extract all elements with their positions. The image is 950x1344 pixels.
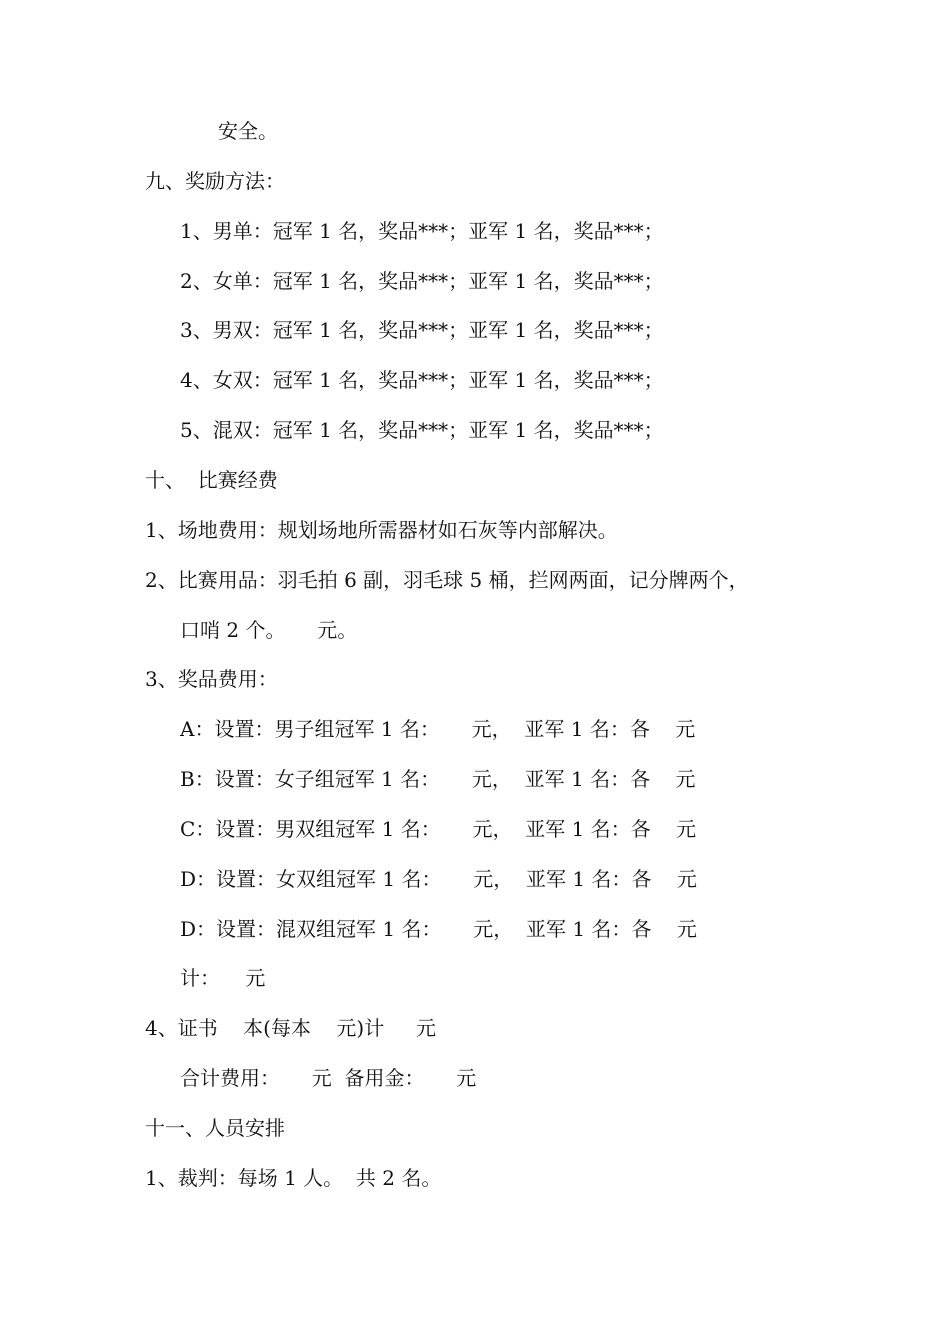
award-item: 5、混双：冠军 1 名，奖品***；亚军 1 名，奖品***； <box>180 418 664 442</box>
expense-item: 2、比赛用品：羽毛拍 6 副，羽毛球 5 桶，拦网两面，记分牌两个， <box>145 568 749 592</box>
award-item: 2、女单：冠军 1 名，奖品***；亚军 1 名，奖品***； <box>180 269 664 293</box>
section-heading: 九、奖励方法： <box>145 169 285 193</box>
prize-cost-item: D：设置：女双组冠军 1 名： 元， 亚军 1 名：各 元 <box>180 867 697 891</box>
expense-item: 3、奖品费用： <box>145 667 278 691</box>
award-item: 3、男双：冠军 1 名，奖品***；亚军 1 名，奖品***； <box>180 318 664 342</box>
expense-total: 合计费用： 元 备用金： 元 <box>180 1066 477 1090</box>
expense-item-continued: 口哨 2 个。 元。 <box>180 618 358 642</box>
section-heading: 十一、人员安排 <box>145 1116 285 1140</box>
award-item: 1、男单：冠军 1 名，奖品***；亚军 1 名，奖品***； <box>180 219 664 243</box>
prize-cost-item: C：设置：男双组冠军 1 名： 元， 亚军 1 名：各 元 <box>180 817 697 841</box>
prize-cost-item: B：设置：女子组冠军 1 名： 元， 亚军 1 名：各 元 <box>180 767 696 791</box>
prize-cost-item: A：设置：男子组冠军 1 名： 元， 亚军 1 名：各 元 <box>180 717 696 741</box>
prize-cost-item: D：设置：混双组冠军 1 名： 元， 亚军 1 名：各 元 <box>180 917 697 941</box>
award-item: 4、女双：冠军 1 名，奖品***；亚军 1 名，奖品***； <box>180 368 664 392</box>
expense-item: 1、场地费用：规划场地所需器材如石灰等内部解决。 <box>145 518 618 542</box>
text-line: 安全。 <box>218 119 278 143</box>
expense-item: 4、证书 本(每本 元)计 元 <box>145 1016 436 1040</box>
prize-cost-total: 计： 元 <box>180 966 266 990</box>
section-heading: 十、 比赛经费 <box>145 468 278 492</box>
staff-item: 1、裁判：每场 1 人。 共 2 名。 <box>145 1166 442 1190</box>
